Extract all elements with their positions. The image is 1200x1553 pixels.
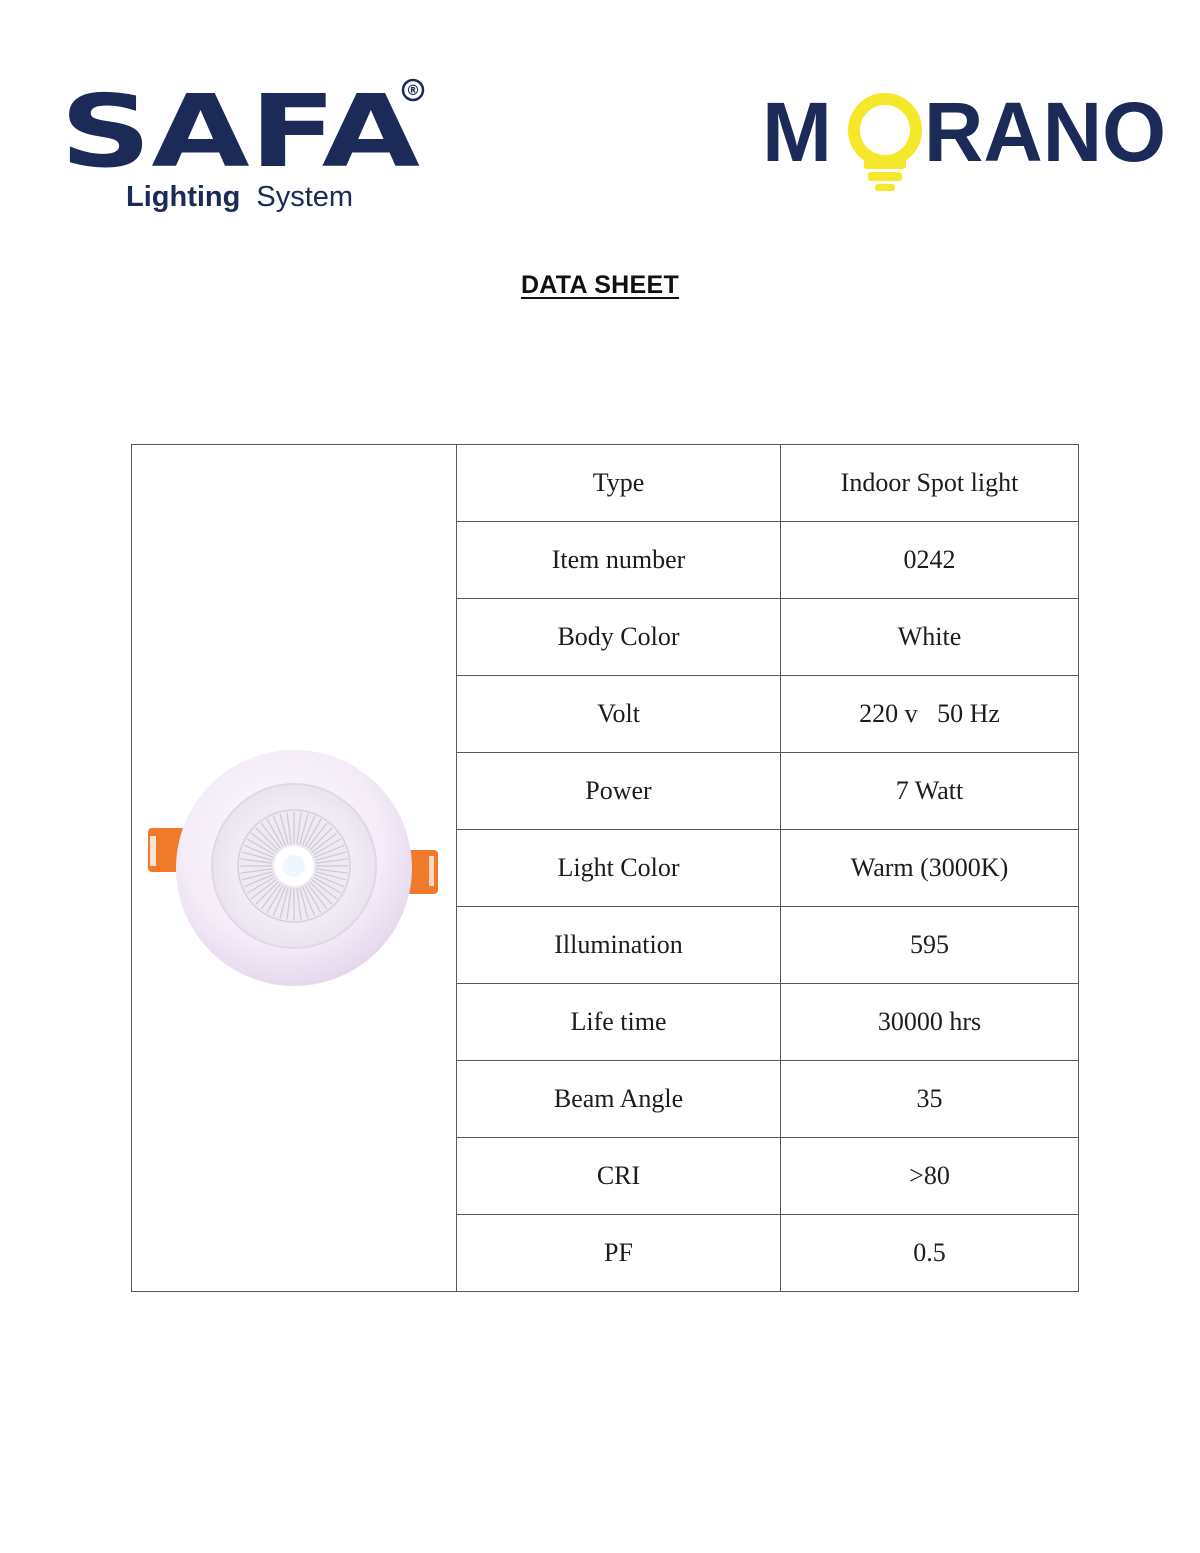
recessed-spot-light-image [144, 748, 444, 988]
safa-tagline-bold: Lighting [126, 181, 241, 213]
spec-label: Power [457, 753, 781, 830]
spec-label: Light Color [457, 830, 781, 907]
safa-logo-wordmark: SAFA [60, 78, 420, 190]
spec-label: Body Color [457, 599, 781, 676]
spec-value: 595 [781, 907, 1079, 984]
spec-label: Volt [457, 676, 781, 753]
safa-logo [58, 78, 430, 214]
spec-value: 220 v 50 Hz [781, 676, 1079, 753]
product-image-cell [132, 445, 457, 1292]
lightbulb-icon [854, 99, 916, 191]
morano-logo-prefix: M [762, 86, 832, 179]
spec-value: 0242 [781, 522, 1079, 599]
spec-label: PF [457, 1215, 781, 1292]
table-row [132, 445, 1079, 522]
spec-value: Indoor Spot light [781, 445, 1079, 522]
spec-label: Beam Angle [457, 1061, 781, 1138]
page-title: DATA SHEET [520, 271, 680, 299]
spec-value: Warm (3000K) [781, 830, 1079, 907]
spec-label: Life time [457, 984, 781, 1061]
spec-value: 7 Watt [781, 753, 1079, 830]
spec-value: 30000 hrs [781, 984, 1079, 1061]
spec-label: CRI [457, 1138, 781, 1215]
spec-value: >80 [781, 1138, 1079, 1215]
spec-label: Type [457, 445, 781, 522]
registered-mark: ® [406, 83, 420, 99]
spec-label: Item number [457, 522, 781, 599]
morano-logo [760, 86, 1168, 196]
safa-tagline-rest: System [256, 181, 354, 213]
spec-value: 0.5 [781, 1215, 1079, 1292]
spec-value: White [781, 599, 1079, 676]
spec-value: 35 [781, 1061, 1079, 1138]
spec-label: Illumination [457, 907, 781, 984]
spec-table [131, 444, 1079, 1292]
safa-tagline [126, 181, 353, 213]
morano-logo-suffix: RANO [924, 86, 1166, 179]
